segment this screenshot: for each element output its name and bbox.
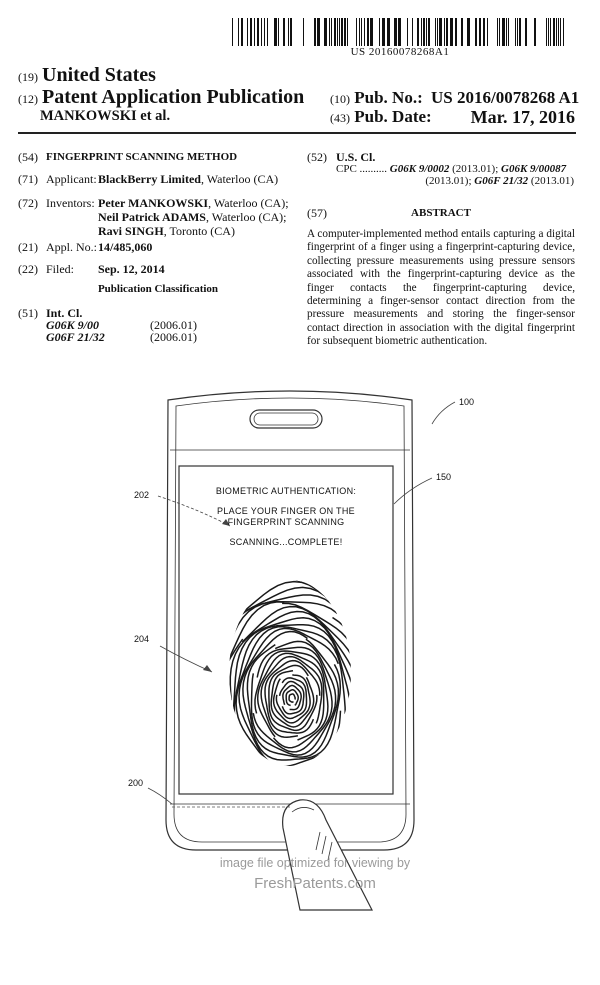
inventor-item: Ravi SINGH, Toronto (CA) (98, 224, 235, 238)
cpc-class-1: G06K 9/0002 (389, 163, 450, 175)
cpc-line-1: CPC .......... G06K 9/0002 (2013.01); G06K 9/00087 (336, 163, 567, 175)
inid-19: (19) (18, 70, 38, 84)
ref-202: 202 (134, 490, 150, 500)
filed-code: (22) (18, 262, 38, 276)
pub-date-line (330, 107, 575, 127)
fingerprint-image (190, 557, 395, 832)
filed-date: Sep. 12, 2014 (98, 262, 165, 276)
cpc-class-2: G06K 9/00087 (501, 163, 567, 175)
intcl-version-2: (2006.01) (150, 330, 197, 344)
pub-no: US 2016/0078268 A1 (430, 88, 580, 107)
pub-no-label: Pub. No.: (354, 88, 423, 107)
leader-100 (432, 402, 455, 424)
title-code: (54) (18, 150, 38, 164)
inventor-item: Neil Patrick ADAMS, Waterloo (CA); (98, 210, 287, 224)
inid-12: (12) (18, 92, 38, 106)
screen-instruction-1: PLACE YOUR FINGER ON THE (217, 506, 355, 516)
inventors-code: (72) (18, 196, 38, 210)
inid-43: (43) (330, 111, 350, 125)
intcl-version-1: (2006.01) (150, 318, 197, 332)
intcl-code: (51) (18, 306, 38, 320)
barcode (230, 18, 570, 46)
appl-code: (21) (18, 240, 38, 254)
pub-class-heading: Publication Classification (97, 283, 219, 295)
screen-heading: BIOMETRIC AUTHENTICATION: (215, 486, 357, 496)
cpc-class-3: G06F 21/32 (474, 175, 529, 187)
inid-10: (10) (330, 92, 350, 106)
uscl-label: U.S. Cl. (336, 150, 376, 164)
abstract-heading: ABSTRACT (411, 207, 471, 219)
pub-date-label: Pub. Date: (354, 107, 432, 126)
appl-label: Appl. No.: (46, 240, 97, 254)
pub-type: Patent Application Publication (42, 86, 305, 108)
cpc-line-2: (2013.01); G06F 21/32 (2013.01) (425, 175, 574, 187)
appl-no: 14/485,060 (98, 240, 153, 254)
header-country-line (18, 64, 156, 87)
finger (283, 800, 372, 910)
pub-date: Mar. 17, 2016 (470, 107, 575, 127)
pub-no-line (330, 88, 579, 108)
filed-label: Filed: (46, 262, 75, 276)
ref-200: 200 (128, 778, 144, 788)
ref-204: 204 (134, 634, 150, 644)
header-pub-type-line (18, 86, 304, 109)
leader-204 (160, 646, 212, 672)
barcode-pub-number: US 20160078268A1 (350, 46, 450, 58)
intcl-label: Int. Cl. (46, 306, 83, 320)
intcl-class-2: G06F 21/32 (46, 330, 105, 344)
applicant (98, 172, 278, 186)
watermark-line-2: FreshPatents.com (254, 875, 376, 892)
uscl-code: (52) (307, 150, 327, 164)
inventor-list (98, 196, 289, 238)
cpc-label: CPC .......... (336, 163, 388, 175)
applicant-name: BlackBerry Limited (98, 172, 201, 186)
figure-drawing (0, 380, 600, 920)
applicant-code: (71) (18, 172, 38, 186)
arrowhead-204 (203, 665, 212, 672)
applicant-location: , Waterloo (CA) (200, 172, 279, 186)
invention-title: FINGERPRINT SCANNING METHOD (46, 151, 238, 163)
ref-100: 100 (459, 397, 475, 407)
ref-150: 150 (436, 472, 452, 482)
inventors-short: MANKOWSKI et al. (40, 108, 171, 124)
screen-status: SCANNING...COMPLETE! (229, 537, 343, 547)
intcl-class-1: G06K 9/00 (46, 318, 100, 332)
leader-200 (148, 788, 172, 804)
abstract-text: A computer-implemented method entails capturing a digital fingerprint of a finger using a fingerprint-capturing device, collecting pressure measurements using pressure sensors associated with the fingerprint-capturing device as the finger contacts the fingerprint-capturing device, determining a finger-sensor contact direction from the pressure measurements and storing the finger-sensor contact direction in association with the digital fingerprint for subsequent biometric authentication. (307, 228, 575, 348)
inventors-label: Inventors: (46, 196, 95, 210)
watermark-line-1: image file optimized for viewing by (219, 856, 411, 870)
abstract-code: (57) (307, 206, 327, 220)
country: United States (42, 64, 156, 86)
applicant-label: Applicant: (46, 172, 97, 186)
inventor-item: Peter MANKOWSKI, Waterloo (CA); (98, 196, 289, 210)
header-divider (18, 132, 576, 134)
screen-instruction-2: FINGERPRINT SCANNING (227, 517, 345, 527)
